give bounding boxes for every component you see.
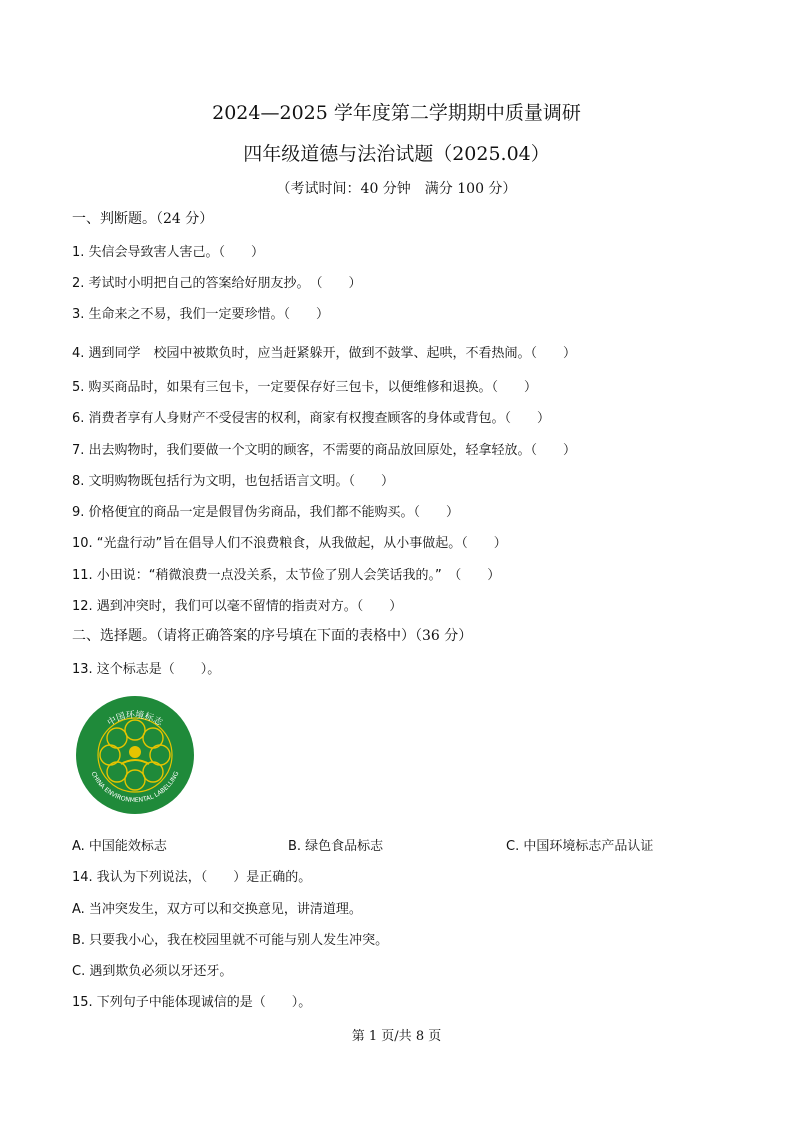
question-10: 10. “光盘行动”旨在倡导人们不浪费粮食，从我做起，从小事做起。（ ） [72, 536, 507, 551]
question-8: 8. 文明购物既包括行为文明，也包括语言文明。（ ） [72, 474, 395, 489]
question-3: 3. 生命来之不易，我们一定要珍惜。（ ） [72, 307, 330, 322]
question-2: 2. 考试时小明把自己的答案给好朋友抄。 （ ） [72, 276, 362, 291]
logo-ring-text: CHINA ENVIRONMENTAL LABELLING [89, 770, 181, 805]
question-13: 13. 这个标志是（ ）。 [72, 662, 221, 677]
question-12: 12. 遇到冲突时，我们可以毫不留情的指责对方。（ ） [72, 599, 403, 614]
question-6: 6. 消费者享有人身财产不受侵害的权利，商家有权搜查顾客的身体或背包。（ ） [72, 411, 551, 426]
q13-option-c: C. 中国环境标志产品认证 [506, 839, 654, 854]
q13-option-a: A. 中国能效标志 [72, 839, 167, 854]
section-2-title: 二、选择题。（请将正确答案的序号填在下面的表格中）（36 分） [72, 628, 473, 644]
question-9: 9. 价格便宜的商品一定是假冒伪劣商品，我们都不能购买。（ ） [72, 505, 460, 520]
question-4: 4. 遇到同学 校园中被欺负时，应当赶紧躲开，做到不鼓掌、起哄，不看热闹。（ ） [72, 346, 577, 361]
q14-option-a: A. 当冲突发生，双方可以和交换意见，讲清道理。 [72, 902, 362, 917]
section-1-title: 一、判断题。（24 分） [72, 211, 214, 227]
question-15: 15. 下列句子中能体现诚信的是（ ）。 [72, 995, 312, 1010]
q14-option-b: B. 只要我小心，我在校园里就不可能与别人发生冲突。 [72, 933, 389, 948]
question-1: 1. 失信会导致害人害己。（ ） [72, 245, 265, 260]
q14-option-c: C. 遇到欺负必须以牙还牙。 [72, 964, 233, 979]
exam-subtitle: 四年级道德与法治试题（2025.04） [243, 143, 550, 165]
china-environmental-label-logo [74, 694, 196, 816]
logo-top-text: 中国环境标志 [106, 710, 164, 729]
exam-info: （考试时间：40 分钟 满分 100 分） [276, 181, 517, 197]
page-footer: 第 1 页/共 8 页 [351, 1029, 442, 1044]
q13-option-b: B. 绿色食品标志 [288, 839, 384, 854]
question-5: 5. 购买商品时，如果有三包卡，一定要保存好三包卡，以便维修和退换。（ ） [72, 380, 538, 395]
exam-title: 2024—2025 学年度第二学期期中质量调研 [212, 102, 581, 124]
question-14: 14. 我认为下列说法，（ ）是正确的。 [72, 870, 312, 885]
question-11: 11. 小田说：“稍微浪费一点没关系，太节俭了别人会笑话我的。” （ ） [72, 568, 501, 583]
logo-sun [129, 746, 141, 758]
question-7: 7. 出去购物时，我们要做一个文明的顾客，不需要的商品放回原处，轻拿轻放。（ ） [72, 443, 577, 458]
